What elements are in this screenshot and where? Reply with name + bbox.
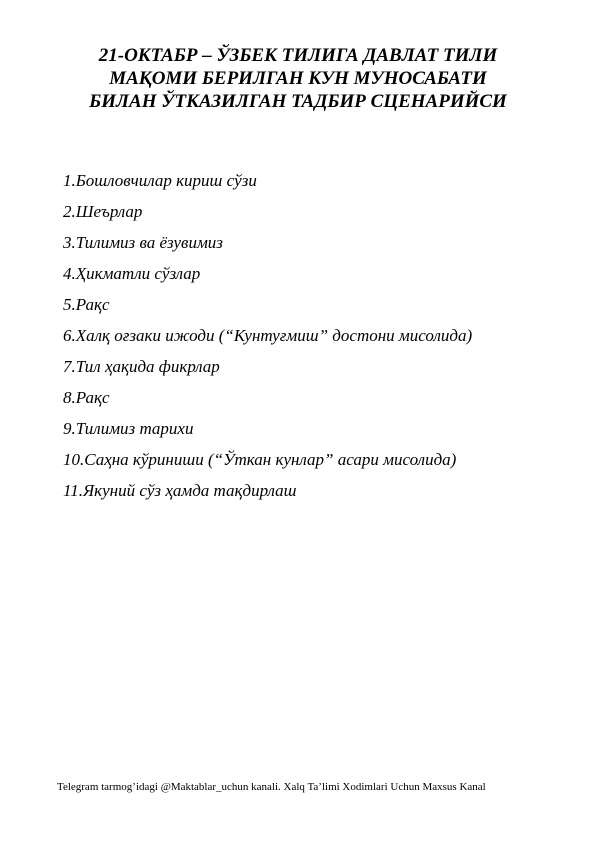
title-line-1: 21-ОКТАБР – ЎЗБЕК ТИЛИГА ДАВЛАТ ТИЛИ [98, 45, 498, 66]
agenda-item-3: 3.Тилимиз ва ёзувимиз [63, 233, 223, 252]
agenda-item-2: 2.Шеърлар [63, 202, 143, 221]
agenda-item-9: 9.Тилимиз тарихи [63, 419, 194, 438]
agenda-item-6: 6.Халқ оғзаки ижоди (“Кунтуғмиш” достони мисолида) [63, 326, 473, 345]
page-footer: Telegram tarmog’idagi @Maktablar_uchun kanali. Xalq Ta’limi Xodimlari Uchun Maxsus Kanal [57, 781, 486, 793]
agenda-list [63, 165, 583, 506]
agenda-item-5: 5.Рақс [63, 295, 110, 314]
agenda-item-10: 10.Саҳна кўриниши (“Ўткан кунлар” асари мисолида) [63, 450, 457, 469]
agenda-item-1: 1.Бошловчилар кириш сўзи [63, 171, 257, 190]
agenda-item-11: 11.Якуний сўз ҳамда тақдирлаш [63, 481, 297, 500]
document-title [0, 44, 596, 113]
agenda-item-8: 8.Рақс [63, 388, 110, 407]
agenda-item-7: 7.Тил ҳақида фикрлар [63, 357, 220, 376]
title-line-2: МАҚОМИ БЕРИЛГАН КУН МУНОСАБАТИ [109, 68, 487, 89]
title-line-3: БИЛАН ЎТКАЗИЛГАН ТАДБИР СЦЕНАРИЙСИ [89, 91, 507, 112]
agenda-item-4: 4.Ҳикматли сўзлар [63, 264, 201, 283]
